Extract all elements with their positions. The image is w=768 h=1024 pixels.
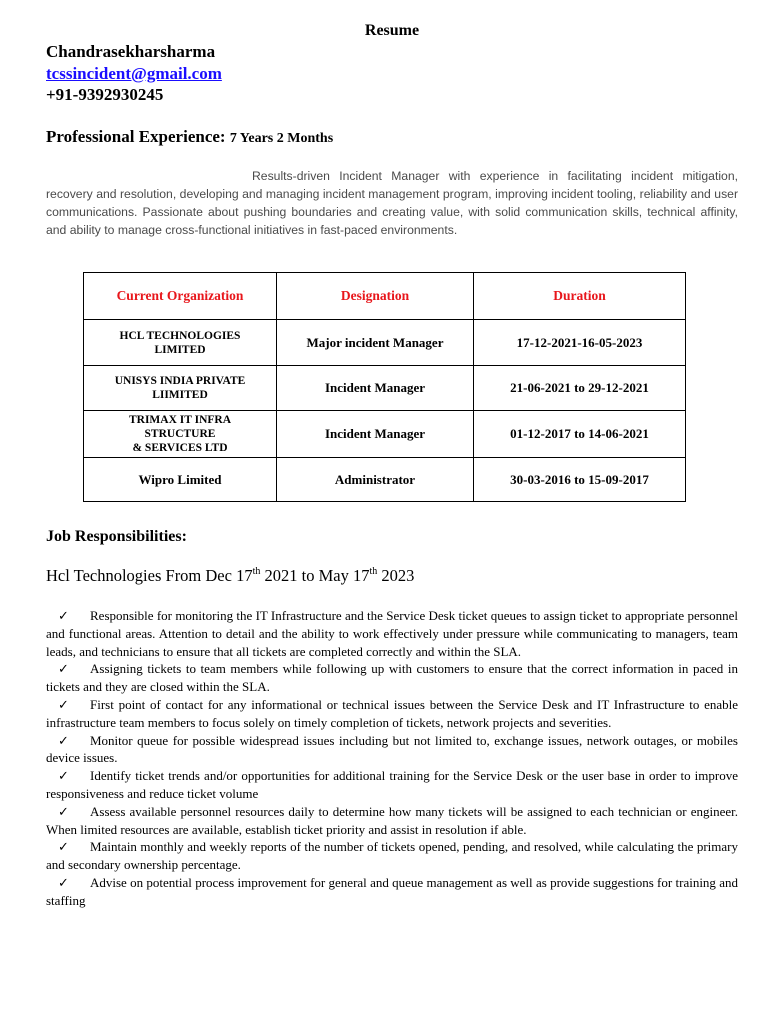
job-responsibilities-heading: Job Responsibilities:	[46, 528, 187, 545]
header-designation: Designation	[277, 273, 474, 320]
org-line: STRUCTURE	[144, 428, 216, 440]
list-item-text: Advise on potential process improvement for general and queue management as well as provide suggestions for training and staffing	[46, 874, 738, 908]
duration-cell: 01-12-2017 to 14-06-2021	[474, 411, 686, 458]
org-cell	[84, 458, 277, 502]
list-item-text: Assigning tickets to team members while following up with customers to ensure that the correct information in paced in tickets and they are closed within the SLA.	[46, 661, 738, 695]
document-title: Resume	[364, 22, 420, 39]
org-line: Wipro Limited	[138, 471, 222, 487]
checkmark-icon: ✓	[58, 874, 69, 890]
org-line: LIMITED	[154, 343, 206, 356]
org-line: HCL TECHNOLOGIES	[119, 329, 241, 342]
list-item-text: Identify ticket trends and/or opportunities for additional training for the Service Desk or the user base in order to improve responsiveness and reduce ticket volume	[46, 768, 738, 801]
table-row	[84, 320, 686, 366]
list-item	[46, 732, 738, 768]
designation-cell: Major incident Manager	[277, 320, 474, 366]
list-item	[46, 838, 738, 874]
checkmark-icon: ✓	[58, 732, 69, 748]
table-row	[84, 411, 686, 458]
phone-number: +91-9392930245	[46, 85, 164, 104]
list-item	[46, 607, 738, 660]
ordinal-suffix: th	[369, 566, 378, 577]
responsibility-list	[46, 607, 738, 910]
designation-cell: Incident Manager	[277, 366, 474, 411]
designation-cell: Administrator	[277, 458, 474, 502]
table-row	[84, 458, 686, 502]
designation-cell: Incident Manager	[277, 411, 474, 458]
period-end: 2023	[377, 566, 415, 585]
org-line: UNISYS INDIA PRIVATE	[114, 375, 246, 387]
list-item-text: Maintain monthly and weekly reports of the number of tickets opened, pending, and resolved, while calculating the primary and secondary ownership percentage.	[46, 839, 738, 873]
checkmark-icon: ✓	[58, 839, 69, 855]
org-cell	[84, 411, 277, 458]
duration-cell: 30-03-2016 to 15-09-2017	[474, 458, 686, 502]
list-item	[46, 767, 738, 803]
list-item-text: Responsible for monitoring the IT Infrastructure and the Service Desk ticket queues to assign ticket to appropriate personnel and functional areas. Attention to detail and the ability to work effectively under pressure while communicating to managers, team leads, and technicians to ensure that all tickets are completed correctly and within the SLA.	[46, 608, 738, 659]
employment-table	[83, 272, 686, 502]
list-item	[46, 660, 738, 696]
header-duration: Duration	[474, 273, 686, 320]
org-cell	[84, 320, 277, 366]
checkmark-icon: ✓	[58, 661, 69, 677]
ordinal-suffix: th	[252, 566, 261, 577]
checkmark-icon: ✓	[58, 768, 69, 784]
experience-label: Professional Experience:	[46, 127, 226, 146]
checkmark-icon: ✓	[58, 608, 69, 623]
table-row	[84, 366, 686, 411]
org-line: LIIMITED	[152, 389, 208, 401]
email-link[interactable]: tcssincident@gmail.com	[46, 64, 222, 83]
list-item-text: First point of contact for any informational or technical issues between the Service Desk and IT Infrastructure to enable infrastructure team members to focus solely on timely completion of tickets, network projects and severities.	[46, 696, 738, 730]
candidate-name: Chandrasekharsharma	[46, 42, 216, 61]
org-cell	[84, 366, 277, 411]
list-item-text: Monitor queue for possible widespread issues including but not limited to, exchange issues, network outages, or mobiles device issues.	[46, 732, 738, 766]
org-line: & SERVICES LTD	[132, 442, 228, 454]
list-item	[46, 874, 738, 910]
list-item-text: Assess available personnel resources daily to determine how many tickets will be assigned to each technician or engineer. When limited resources are available, establish ticket priority and assist in resolution if able.	[46, 803, 738, 837]
period-middle: 2021 to May 17	[260, 566, 370, 585]
experience-line	[46, 127, 333, 147]
org-line: TRIMAX IT INFRA	[128, 414, 232, 426]
company-prefix: Hcl Technologies From Dec 17	[46, 566, 253, 585]
header-current-organization: Current Organization	[84, 273, 277, 320]
summary-paragraph: Results-driven Incident Manager with experience in facilitating incident mitigation, recovery and resolution, developing and managing incident management program, improving incident tooling, reliability and user communications. Passionate about pushing boundaries and creating value, with solid communication skills, technical affinity, and ability to manage cross-functional initiatives in fast-paced environments.	[46, 169, 738, 237]
list-item	[46, 696, 738, 732]
company-period-heading	[46, 566, 414, 586]
duration-cell: 17-12-2021-16-05-2023	[474, 320, 686, 366]
duration-cell: 21-06-2021 to 29-12-2021	[474, 366, 686, 411]
table-header-row	[84, 273, 686, 320]
checkmark-icon: ✓	[58, 696, 69, 712]
checkmark-icon: ✓	[58, 803, 69, 819]
list-item	[46, 803, 738, 839]
experience-value: 7 Years 2 Months	[229, 131, 334, 146]
